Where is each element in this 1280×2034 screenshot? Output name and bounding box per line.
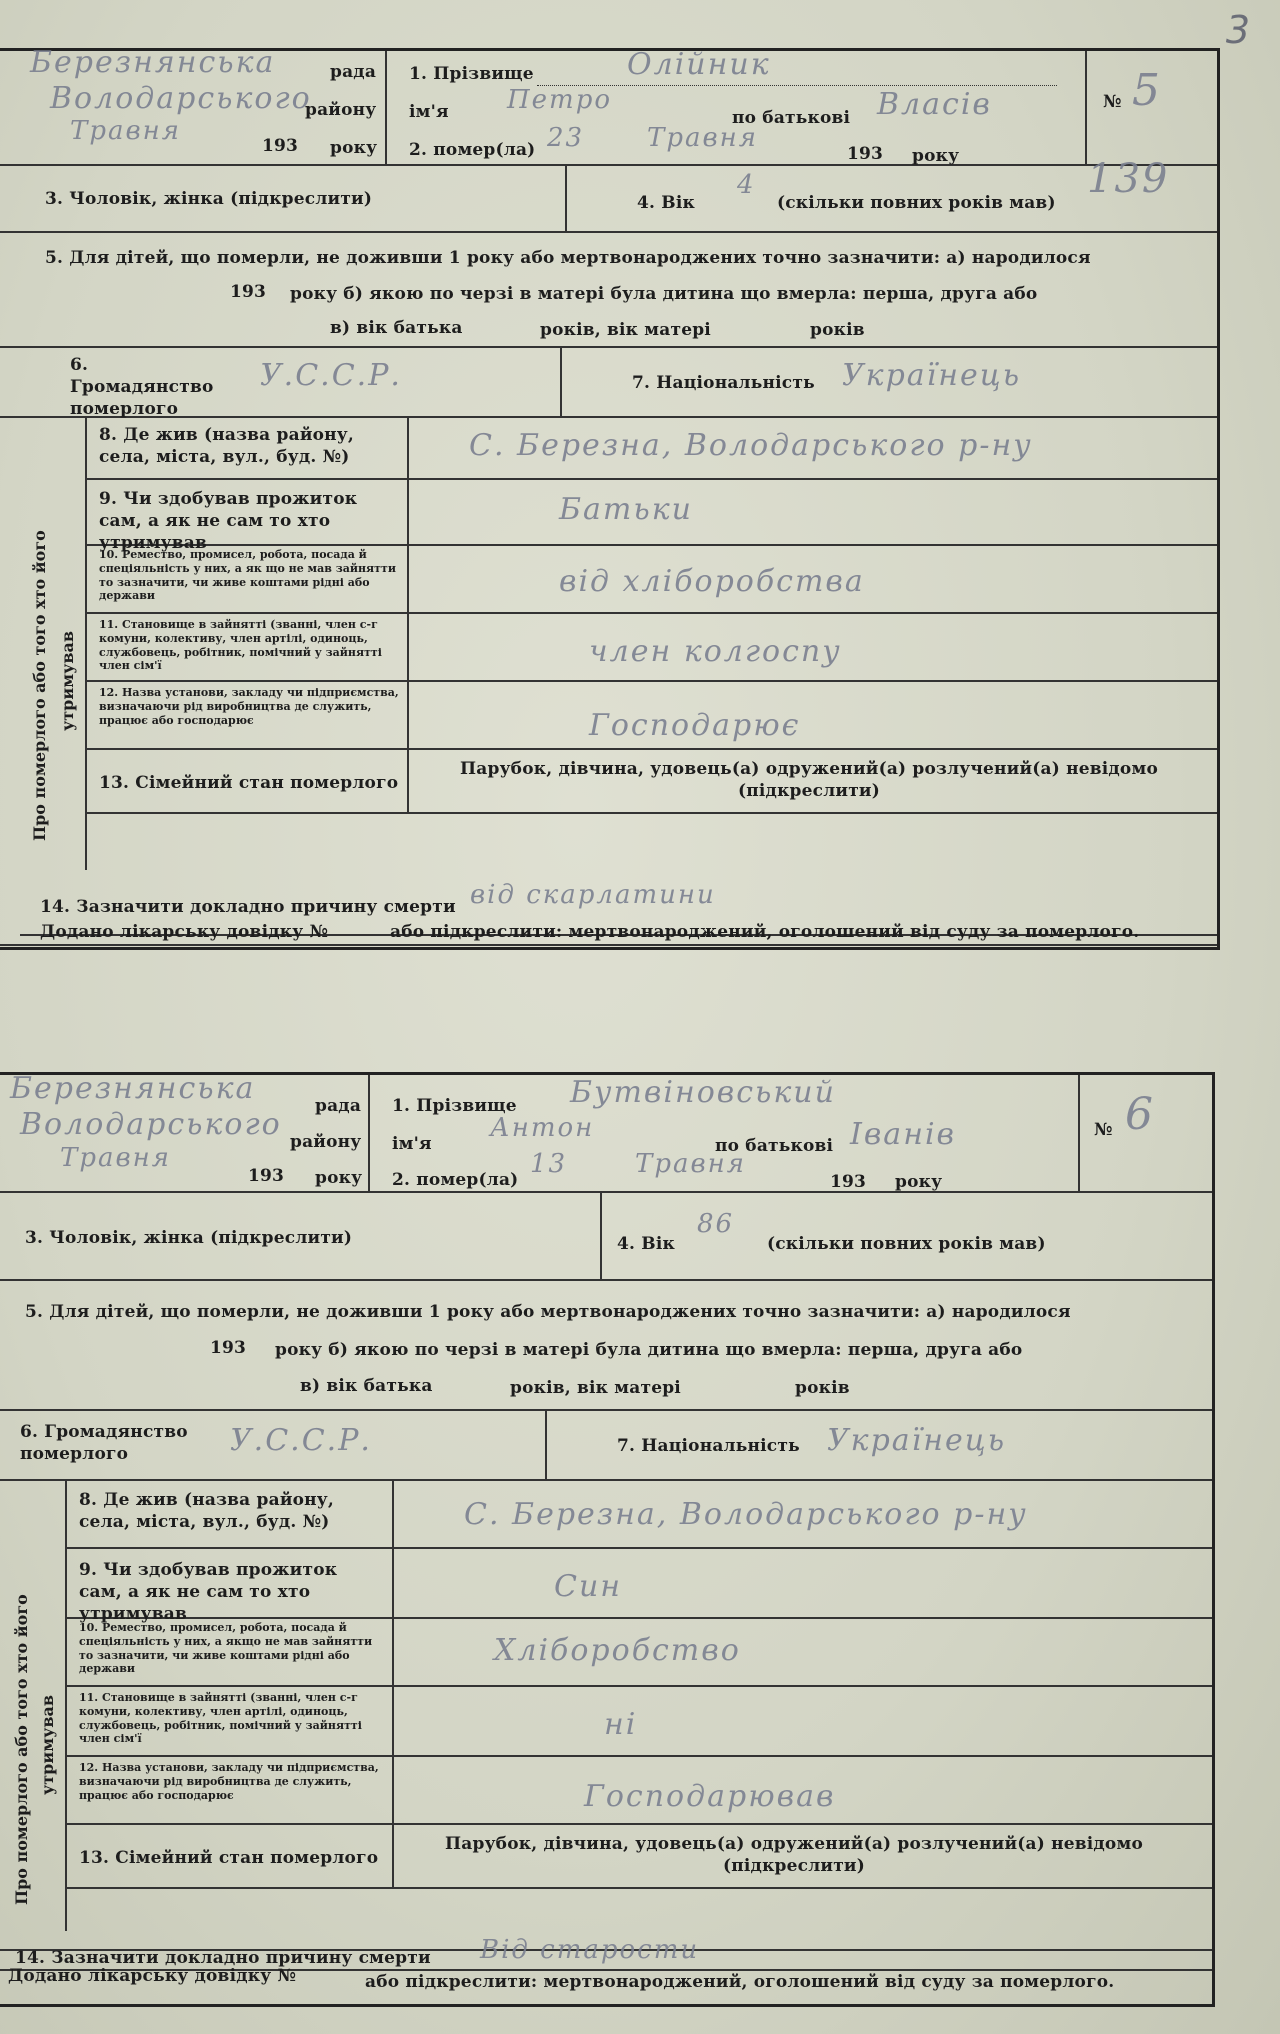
q14-row <box>0 814 1217 917</box>
q10-row <box>87 546 1217 614</box>
children-row <box>0 233 1217 348</box>
age-note: (скільки повних років мав) <box>767 1234 1046 1254</box>
died-label: 2. помер(ла) <box>409 140 536 160</box>
q12-row <box>87 682 1217 750</box>
nationality-cell <box>545 1411 1212 1479</box>
year-prefix: 193 <box>248 1166 285 1186</box>
form-header <box>0 45 1217 166</box>
footer-divider <box>0 944 1217 946</box>
district-label: району <box>290 1132 362 1152</box>
surname-line <box>537 85 1057 86</box>
q10-label: 10. Ремество, промисел, робота, посада й спеціяльність у них, а якщо не мав зайнятти то зазначити, чи живе коштами рідні або держави <box>79 1621 373 1676</box>
name-label: ім'я <box>392 1134 432 1154</box>
citizenship-row <box>0 1411 1212 1481</box>
nationality-label: 7. Національність <box>617 1436 800 1456</box>
q8-answer-cell <box>392 1481 1212 1547</box>
q8-row <box>67 1481 1212 1549</box>
identity-block <box>368 1075 1078 1191</box>
side-label-2: утримував <box>58 631 77 731</box>
q11-row <box>87 614 1217 682</box>
children-line-1: 5. Для дітей, що померли, не доживши 1 року або мертвонароджених точно зазначити: а) народилося <box>25 1302 1071 1322</box>
footer-tail: або підкреслити: мертвонароджений, оголошений від суду за померлого. <box>365 1972 1115 1992</box>
hw-q8: С. Березна, Володарського р-ну <box>469 428 1033 463</box>
q11-label: 11. Становище в зайнятті (званні, член с-г комуни, колективу, член артілі, одиноць, службовець, робітник, помічний у зайнятті член сім'ї <box>99 618 382 673</box>
q13-row <box>67 1825 1212 1889</box>
nationality-label: 7. Національність <box>632 373 815 393</box>
q10-label-cell <box>67 1619 392 1685</box>
number-label: № <box>1103 92 1122 112</box>
identity-block <box>385 47 1085 166</box>
number-label: № <box>1094 1120 1113 1140</box>
hw-record-number: 6 <box>1125 1089 1155 1140</box>
citizenship-cell <box>0 348 560 420</box>
q12-label-cell <box>67 1757 392 1823</box>
hw-record-number: 5 <box>1132 65 1162 116</box>
hw-name: Петро <box>507 85 613 115</box>
q14-row <box>0 1889 1212 1968</box>
q13-options: Парубок, дівчина, удовець(а) одружений(а) розлучений(а) невідомо (підкреслити) <box>460 759 1158 802</box>
q11-answer-cell <box>392 1687 1212 1755</box>
nationality-cell <box>560 348 1217 416</box>
patronymic-label: по батькові <box>715 1136 834 1156</box>
children-line-3b: років, вік матері <box>540 320 711 340</box>
q8-label-cell <box>87 418 407 478</box>
hw-q9: Батьки <box>559 492 693 527</box>
q10-answer-cell <box>407 546 1217 612</box>
hw-date: Травня <box>60 1143 171 1173</box>
hw-district: Володарського <box>20 1107 282 1142</box>
hw-age: 4 <box>737 170 756 200</box>
council-label: рада <box>315 1096 362 1116</box>
died-year-label: року <box>912 146 960 166</box>
q12-label: 12. Назва установи, закладу чи підприємства, визначаючи рід виробництва де служить, працює або господарює <box>99 686 399 727</box>
side-label-1: Про померлого або того хто його <box>12 1594 31 1905</box>
age-label: 4. Вік <box>637 193 695 213</box>
q11-label-cell <box>67 1687 392 1755</box>
q8-row <box>87 418 1217 480</box>
hw-q12: Господарював <box>584 1779 836 1814</box>
age-label: 4. Вік <box>617 1234 675 1254</box>
q13-label-cell <box>87 750 407 812</box>
children-row <box>0 1281 1212 1411</box>
hw-q11: член колгоспу <box>589 634 842 669</box>
patronymic-label: по батькові <box>732 108 851 128</box>
age-note: (скільки повних років мав) <box>777 193 1056 213</box>
q8-answer-cell <box>407 418 1217 478</box>
page-number: 3 <box>1225 8 1250 52</box>
q13-label: 13. Сімейний стан померлого <box>79 1848 379 1868</box>
side-label-1: Про померлого або того хто його <box>30 530 49 841</box>
citizenship-row <box>0 348 1217 418</box>
about-deceased-block <box>85 418 1217 870</box>
citizenship-label: 6. Громадянство померлого <box>20 1422 188 1465</box>
hw-died-month: Травня <box>647 123 758 153</box>
hw-council: Березнянська <box>30 45 276 80</box>
q9-row <box>87 480 1217 554</box>
children-line-3: в) вік батька <box>300 1376 433 1396</box>
children-year: 193 <box>230 282 267 302</box>
children-line-2: року б) якою по черзі в матері була дитина що вмерла: перша, друга або <box>275 1340 1023 1360</box>
death-record-form-1 <box>0 45 1220 950</box>
sex-label: 3. Чоловік, жінка (підкреслити) <box>45 189 373 209</box>
district-label: району <box>305 100 377 120</box>
citizenship-label: 6. Громадянство померлого <box>70 355 214 420</box>
q11-row <box>67 1687 1212 1757</box>
hw-q9: Син <box>554 1569 623 1604</box>
hw-died-month: Травня <box>635 1149 746 1179</box>
q12-label: 12. Назва установи, закладу чи підприємства, визначаючи рід виробництва де служить, працює або господарює <box>79 1761 379 1802</box>
hw-nationality: Українець <box>842 358 1022 393</box>
children-line-3c: років <box>810 320 865 340</box>
q12-answer-cell <box>392 1757 1212 1823</box>
hw-q10: Хліборобство <box>494 1633 741 1668</box>
hw-date: Травня <box>70 116 181 146</box>
hw-died-day: 13 <box>530 1149 568 1179</box>
q10-label-cell <box>87 546 407 612</box>
children-line-2: року б) якою по черзі в матері була дитина що вмерла: перша, друга або <box>290 284 1038 304</box>
age-cell <box>600 1193 1212 1279</box>
hw-q11: ні <box>604 1707 638 1742</box>
q8-label: 8. Де жив (назва району, села, міста, вул., буд. №) <box>79 1490 335 1533</box>
q9-label-cell <box>67 1549 392 1625</box>
hw-nationality: Українець <box>827 1423 1007 1458</box>
hw-patronymic: Власів <box>877 87 992 122</box>
q13-label-cell <box>67 1825 392 1887</box>
q9-label-cell <box>87 480 407 554</box>
q13-options: Парубок, дівчина, удовець(а) одружений(а) розлучений(а) невідомо (підкреслити) <box>445 1834 1143 1877</box>
hw-q10: від хліборобства <box>559 564 865 599</box>
q13-row <box>87 750 1217 814</box>
sex-cell <box>0 166 565 231</box>
record-number-block <box>1085 51 1217 164</box>
q12-answer-cell <box>407 682 1217 748</box>
year-label: року <box>330 138 378 158</box>
council-block <box>0 45 385 164</box>
sex-cell <box>0 1193 600 1279</box>
year-label: року <box>315 1168 363 1188</box>
year-prefix: 193 <box>262 136 299 156</box>
surname-label: 1. Прізвище <box>409 64 534 84</box>
q9-label: 9. Чи здобував прожиток сам, а як не сам то хто утримував <box>99 489 358 554</box>
citizenship-cell <box>0 1411 545 1479</box>
died-label: 2. помер(ла) <box>392 1170 519 1190</box>
record-number-block <box>1078 1075 1212 1191</box>
q8-label: 8. Де жив (назва району, села, міста, вул., буд. №) <box>99 425 355 468</box>
hw-q14: Від старости <box>480 1935 700 1965</box>
hw-surname: Олійник <box>627 47 771 82</box>
hw-q8: С. Березна, Володарського р-ну <box>464 1497 1028 1532</box>
hw-patronymic: Іванів <box>850 1117 957 1152</box>
died-year: 193 <box>847 144 884 164</box>
children-line-3: в) вік батька <box>330 318 463 338</box>
hw-district: Володарського <box>50 81 312 116</box>
q11-label-cell <box>87 614 407 680</box>
footer-tail: або підкреслити: мертвонароджений, оголошений від суду за померлого. <box>390 922 1140 942</box>
death-record-form-2 <box>0 1072 1215 2007</box>
children-year: 193 <box>210 1338 247 1358</box>
about-deceased-block <box>65 1481 1212 1931</box>
q8-label-cell <box>67 1481 392 1547</box>
footer-label: Додано лікарську довідку № <box>40 922 329 942</box>
q14-label: 14. Зазначити докладно причину смерти <box>15 1948 431 1968</box>
q14-label: 14. Зазначити докладно причину смерти <box>40 897 456 917</box>
council-label: рада <box>330 62 377 82</box>
q9-answer-cell <box>407 480 1217 544</box>
hw-citizenship: У.С.С.Р. <box>230 1423 372 1458</box>
q11-answer-cell <box>407 614 1217 680</box>
side-label-2: утримував <box>38 1695 57 1795</box>
q12-row <box>67 1757 1212 1825</box>
q13-answer-cell <box>392 1825 1212 1887</box>
hw-age: 86 <box>697 1209 735 1239</box>
children-line-1: 5. Для дітей, що померли, не доживши 1 року або мертвонароджених точно зазначити: а) народилося <box>45 248 1091 268</box>
name-label: ім'я <box>409 102 449 122</box>
sex-age-row <box>0 1193 1212 1281</box>
children-line-3b: років, вік матері <box>510 1378 681 1398</box>
q10-answer-cell <box>392 1619 1212 1685</box>
q12-label-cell <box>87 682 407 748</box>
q9-row <box>67 1549 1212 1625</box>
hw-q14: від скарлатини <box>470 880 716 910</box>
q9-answer-cell <box>392 1549 1212 1617</box>
hw-surname: Бутвіновський <box>570 1075 836 1110</box>
form-header <box>0 1071 1212 1193</box>
surname-label: 1. Прізвище <box>392 1096 517 1116</box>
q13-label: 13. Сімейний стан померлого <box>99 773 399 793</box>
children-line-3c: років <box>795 1378 850 1398</box>
hw-citizenship: У.С.С.Р. <box>260 358 402 393</box>
hw-council: Березнянська <box>10 1071 256 1106</box>
died-year: 193 <box>830 1172 867 1192</box>
hw-margin-note: 139 <box>1087 156 1170 202</box>
q10-row <box>67 1619 1212 1687</box>
hw-name: Антон <box>490 1113 595 1143</box>
q13-answer-cell <box>407 750 1217 812</box>
council-block <box>0 1071 368 1191</box>
sex-label: 3. Чоловік, жінка (підкреслити) <box>25 1228 353 1248</box>
hw-q12: Господарює <box>589 708 801 743</box>
hw-died-day: 23 <box>547 123 585 153</box>
died-year-label: року <box>895 1172 943 1192</box>
q11-label: 11. Становище в зайнятті (званні, член с-г комуни, колективу, член артілі, одиноць, службовець, робітник, помічний у зайнятті член сім'ї <box>79 1691 362 1746</box>
footer-label: Додано лікарську довідку № <box>8 1966 297 1986</box>
q10-label: 10. Ремество, промисел, робота, посада й спеціяльність у них, а як що не мав зайнятти то зазначити, чи живе коштами рідні або держави <box>99 548 396 603</box>
q9-label: 9. Чи здобував прожиток сам, а як не сам то хто утримував <box>79 1560 338 1625</box>
